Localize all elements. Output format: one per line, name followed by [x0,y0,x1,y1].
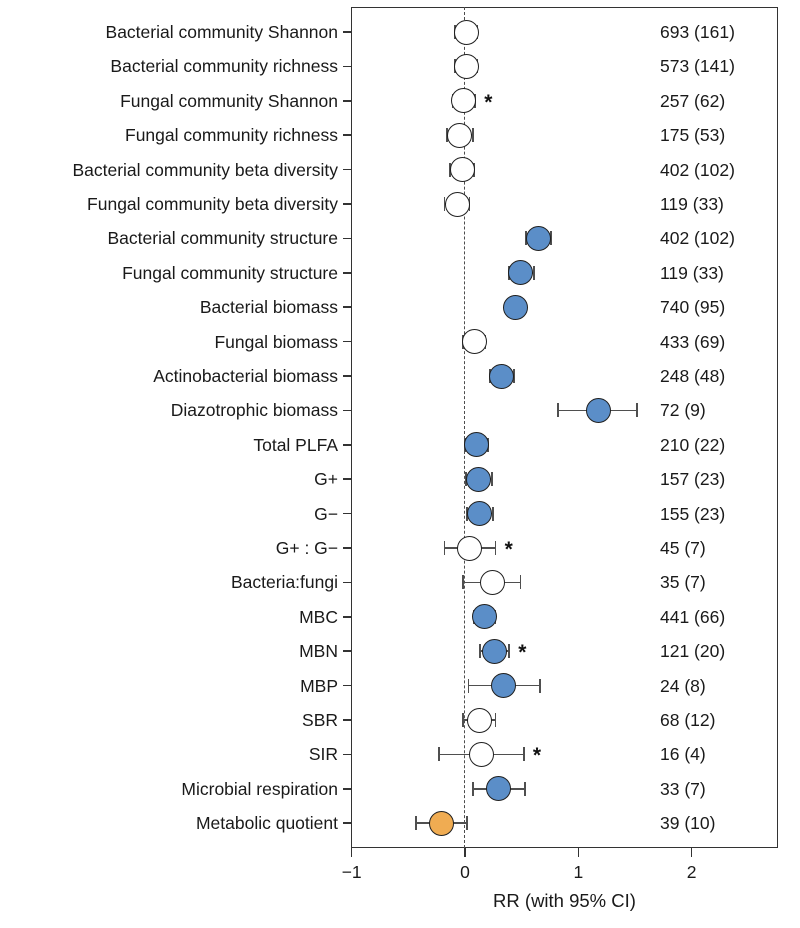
y-axis-tick [343,513,351,515]
y-axis-tick [343,375,351,377]
row-label: Bacterial community structure [107,228,338,249]
y-axis-tick [343,341,351,343]
y-axis-tick [343,169,351,171]
y-axis-tick [343,66,351,68]
marker-circle [526,226,551,251]
row-count: 33 (7) [660,778,706,799]
y-axis-tick [343,582,351,584]
row-count: 35 (7) [660,572,706,593]
row-label: Bacterial community beta diversity [72,159,338,180]
row-count: 39 (10) [660,813,716,834]
y-axis-tick [343,788,351,790]
error-bar-cap-right [466,816,468,830]
row-count: 740 (95) [660,297,726,318]
row-label: Bacterial community richness [110,56,338,77]
significance-asterisk: * [518,641,527,665]
error-bar-cap-right [524,782,526,796]
x-axis-tick [464,848,466,857]
row-count: 248 (48) [660,366,726,386]
significance-asterisk: * [484,90,493,114]
row-count: 441 (66) [660,606,726,627]
y-axis-tick [343,478,351,480]
row-label: Microbial respiration [181,778,338,799]
row-count: 121 (20) [660,641,726,662]
marker-circle [586,398,611,423]
error-bar-cap-left [479,644,481,658]
row-label: Total PLFA [253,434,338,455]
x-axis-tick-label: 1 [573,862,584,882]
error-bar-cap-right [539,679,541,693]
error-bar-cap-left [462,575,464,589]
row-count: 693 (161) [660,22,735,42]
error-bar-cap-left [472,782,474,796]
x-axis-tick [351,848,353,857]
row-count: 72 (9) [660,400,706,421]
significance-asterisk: * [504,538,513,561]
row-count: 257 (62) [660,90,726,111]
y-axis-tick [343,616,351,618]
y-axis-tick [343,306,351,308]
marker-circle [454,54,479,79]
x-axis-tick-label: 0 [460,862,470,882]
row-count: 68 (12) [660,710,716,730]
error-bar-cap-right [472,128,474,142]
row-label: MBN [299,641,338,662]
y-axis-tick [343,272,351,274]
error-bar-cap-right [492,507,494,521]
row-label: MBC [299,606,338,627]
error-bar-cap-left [468,679,470,693]
row-label: Bacterial biomass [199,297,338,318]
marker-circle [464,432,489,457]
row-label: Actinobacterial biomass [153,366,338,386]
error-bar-cap-left [444,541,446,555]
row-label: SBR [302,710,338,730]
x-axis-tick [578,848,580,857]
marker-circle [457,536,482,561]
marker-circle [472,604,497,629]
error-bar-cap-right [636,403,638,417]
error-bar-cap-left [415,816,417,830]
error-bar-cap-right [495,541,497,555]
y-axis-tick [343,547,351,549]
y-axis-tick [343,203,351,205]
row-count: 24 (8) [660,675,706,696]
row-label: G− [314,503,338,524]
significance-asterisk: * [532,744,542,768]
marker-circle [454,20,479,45]
row-label: Fungal community structure [122,262,338,283]
marker-circle [429,811,454,836]
marker-circle [489,364,514,389]
y-axis-tick [343,100,351,102]
row-count: 175 (53) [660,125,726,146]
row-count: 402 (102) [660,159,735,180]
y-axis-tick [343,31,351,33]
error-bar-cap-left [438,747,440,761]
row-label: Bacterial community Shannon [105,22,338,42]
row-label: Fungal biomass [214,331,338,352]
marker-circle [466,467,491,492]
marker-circle [482,639,507,664]
y-axis-tick [343,410,351,412]
row-label: Metabolic quotient [195,813,338,834]
y-axis-tick [343,754,351,756]
y-axis-tick [343,134,351,136]
marker-circle [445,192,470,217]
row-count: 210 (22) [660,434,726,455]
error-bar-cap-right [520,575,522,589]
row-label: G+ [314,469,338,490]
error-bar-cap-right [508,644,510,658]
error-bar-cap-right [491,472,493,486]
error-bar-cap-left [557,403,559,417]
marker-circle [491,673,516,698]
row-label: SIR [308,744,338,765]
x-axis-tick [691,848,693,857]
row-count: 573 (141) [660,56,735,77]
row-label: Fungal community beta diversity [87,194,338,214]
row-count: 402 (102) [660,228,735,249]
row-label: Fungal community richness [125,125,338,146]
y-axis-tick [343,444,351,446]
x-axis-title: RR (with 95% CI) [493,890,636,911]
y-axis-tick [343,685,351,687]
error-bar-cap-right [495,713,497,727]
row-label: Diazotrophic biomass [170,400,338,421]
error-bar-cap-right [533,266,535,280]
marker-circle [467,708,492,733]
y-axis-tick [343,719,351,721]
row-count: 45 (7) [660,538,706,558]
y-axis-tick [343,238,351,240]
x-axis-tick-label: −1 [341,862,362,882]
row-label: G+ : G− [275,538,338,558]
row-count: 16 (4) [660,744,706,765]
row-label: Fungal community Shannon [120,90,338,111]
row-count: 155 (23) [660,503,726,524]
marker-circle [480,570,505,595]
y-axis-tick [343,650,351,652]
row-label: MBP [300,675,338,696]
error-bar-cap-right [523,747,525,761]
marker-circle [447,123,472,148]
x-axis-tick-label: 2 [686,862,697,882]
y-axis-tick [343,822,351,824]
row-count: 433 (69) [660,331,726,352]
marker-circle [462,329,487,354]
row-label: Bacteria:fungi [230,572,338,593]
error-bar-cap-left [462,713,464,727]
row-count: 157 (23) [660,469,726,490]
row-count: 119 (33) [660,194,724,214]
row-count: 119 (33) [660,262,724,283]
